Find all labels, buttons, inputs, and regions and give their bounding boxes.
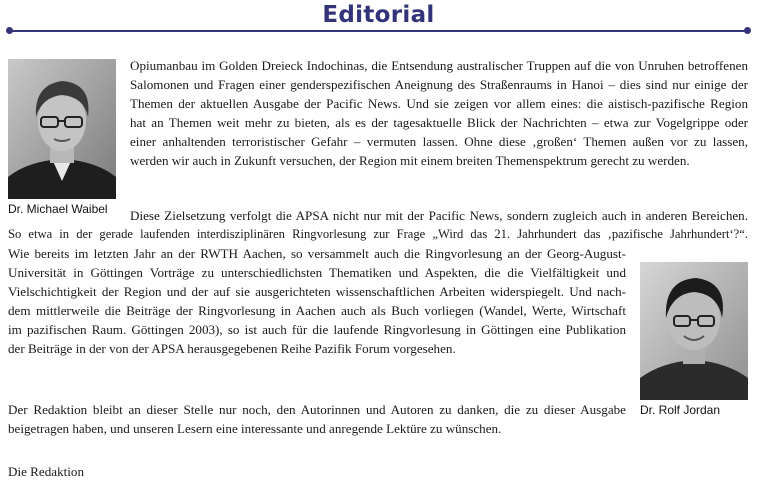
paragraph-line: einer anhaltenden terroristischer Gefahr – vermuten lassen. Ohne diese ‚großen‘ Themen außen vor zu lassen,	[130, 134, 748, 149]
page-title: Editorial	[322, 2, 435, 28]
paragraph-line: Universität in Göttingen Vorträge zu unterschiedlichsten Thematiken und Aspekten, die die Vielfältigkeit und	[8, 265, 626, 280]
paragraph-line: Themen der aktuellen Ausgabe der Pacific News. Und sie zeigen vor allem eines: die aistisch-pazifische Region	[130, 96, 748, 111]
paragraph-line: werden wir auch in Zukunft versuchen, der Region mit einem breiten Themenspektrum gerecht zu werden.	[130, 153, 690, 168]
paragraph-2-continued	[8, 225, 748, 244]
portrait-caption-right: Dr. Rolf Jordan	[640, 403, 721, 417]
paragraph-line: Salomonen und Fragen einer genderspezifischen Aneignung des Straßenraums in Hanoi – dies sind nur einige der	[130, 77, 748, 92]
paragraph-line: im pazifischen Raum. Göttingen 2003), so ist auch für die laufende Ringvorlesung in Göttingen eine Publikation	[8, 322, 626, 337]
paragraph-2	[130, 206, 748, 225]
paragraph-2-wrapped	[8, 244, 626, 358]
paragraph-line: Der Redaktion bleibt an dieser Stelle nur noch, den Autorinnen und Autoren zu danken, die zu dieser Ausgabe	[8, 402, 626, 417]
signature	[8, 462, 308, 481]
paragraph-line: hat an Themen weit mehr zu bieten, als es der tagesaktuelle Blick der Nachrichten – etwa zur Vogelgrippe oder	[130, 115, 748, 130]
paragraph-line: Opiumanbau im Golden Dreieck Indochinas, die Entsendung australischer Truppen auf die von Unruhen betroffenen	[130, 58, 748, 73]
portrait-photo-left	[8, 59, 116, 199]
paragraph-line: der Beiträge in der von der APSA herausgegebenen Reihe Pazifik Forum vorgesehen.	[8, 341, 456, 356]
rule-end-dot-right	[744, 27, 751, 34]
portrait-caption-left: Dr. Michael Waibel	[8, 202, 108, 216]
paragraph-line: So etwa in der gerade laufenden interdisziplinären Ringvorlesung zur Frage „Wird das 21. Jahrhundert das ‚pazifische Jahrhundert‘?“.	[8, 227, 748, 241]
paragraph-line: Diese Zielsetzung verfolgt die APSA nicht nur mit der Pacific News, sondern zugleich auch in anderen Bereichen.	[130, 208, 748, 223]
paragraph-1	[130, 56, 748, 170]
paragraph-line: Vielschichtigkeit der Region und der auf sie ausgerichteten wissenschaftlichen Arbeiten widerspiegelt. Und nach-	[8, 284, 626, 299]
paragraph-line: Wie bereits im letzten Jahr an der RWTH Aachen, so versammelt auch die Ringvorlesung an der Georg-August-	[8, 246, 626, 261]
signature-line: Die Redaktion	[8, 464, 84, 479]
rule-end-dot-left	[6, 27, 13, 34]
paragraph-3	[8, 400, 626, 438]
paragraph-line: dem mittlerweile die Beiträge der Ringvorlesung in Aachen auch als Buch vorliegen (Wandel, Werte, Wirtschaft	[8, 303, 626, 318]
title-rule	[9, 30, 747, 32]
portrait-left-illustration	[8, 59, 116, 199]
portrait-photo-right	[640, 262, 748, 400]
paragraph-line: beigetragen haben, und unseren Lesern eine interessante und anregende Lektüre zu wünschen.	[8, 421, 502, 436]
portrait-right-illustration	[640, 262, 748, 400]
